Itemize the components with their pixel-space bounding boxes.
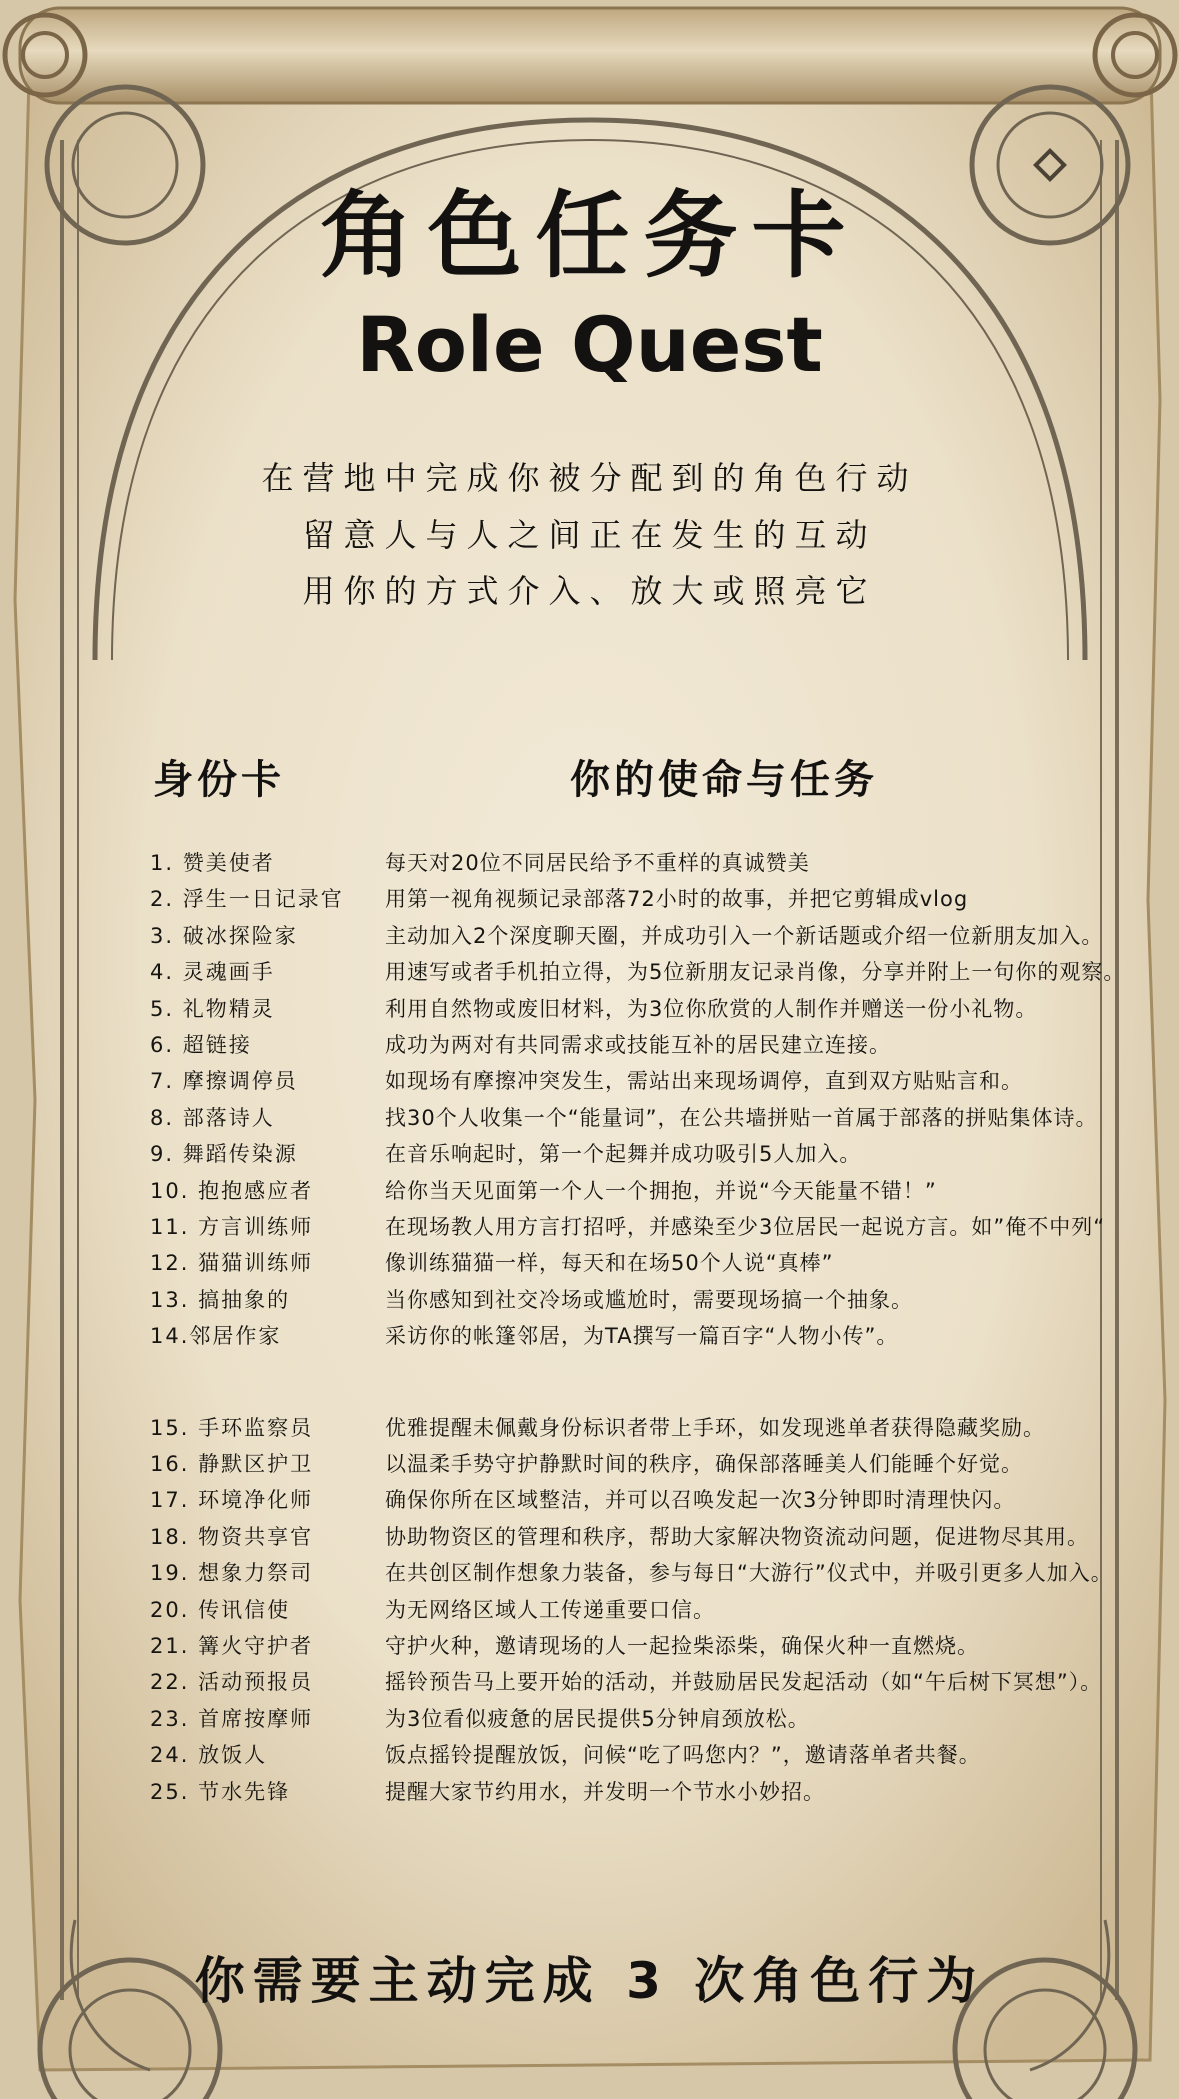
- role-row: [150, 921, 1160, 951]
- role-mission: 优雅提醒未佩戴身份标识者带上手环，如发现逃单者获得隐藏奖励。: [385, 1415, 1045, 1440]
- role-name: 3. 破冰探险家: [150, 923, 298, 948]
- role-mission: 当你感知到社交冷场或尴尬时，需要现场搞一个抽象。: [385, 1287, 913, 1312]
- role-mission: 在音乐响起时，第一个起舞并成功吸引5人加入。: [385, 1142, 862, 1167]
- role-mission: 提醒大家节约用水，并发明一个节水小妙招。: [385, 1779, 825, 1804]
- role-row: [150, 1212, 1160, 1242]
- role-name: 20. 传讯信使: [150, 1597, 291, 1622]
- role-name: 24. 放饭人: [150, 1743, 268, 1768]
- role-name: 11. 方言训练师: [150, 1215, 314, 1239]
- role-name: 1. 赞美使者: [150, 851, 275, 875]
- role-name: 17. 环境净化师: [150, 1488, 314, 1513]
- role-mission: 守护火种，邀请现场的人一起捡柴添柴，确保火种一直燃烧。: [385, 1634, 979, 1658]
- mission-column-header: 你的使命与任务: [570, 757, 878, 803]
- role-row: [150, 1667, 1160, 1697]
- role-mission: 摇铃预告马上要开始的活动，并鼓励居民发起活动（如“午后树下冥想”）。: [385, 1670, 1103, 1695]
- role-row: [150, 884, 1160, 914]
- role-mission: 每天对20位不同居民给予不重样的真诚赞美: [385, 851, 810, 875]
- role-mission: 以温柔手势守护静默时间的秩序，确保部落睡美人们能睡个好觉。: [385, 1452, 1023, 1476]
- role-name: 15. 手环监察员: [150, 1415, 314, 1440]
- role-row: [150, 1321, 1160, 1351]
- role-row: [150, 1522, 1160, 1552]
- role-name: 6. 超链接: [150, 1033, 252, 1057]
- role-row: [150, 1485, 1160, 1515]
- role-mission: 利用自然物或废旧材料，为3位你欣赏的人制作并赠送一份小礼物。: [385, 996, 1038, 1021]
- role-mission: 主动加入2个深度聊天圈，并成功引入一个新话题或介绍一位新朋友加入。: [385, 923, 1104, 948]
- role-row: [150, 1413, 1160, 1443]
- role-row: [150, 1066, 1160, 1096]
- role-mission: 找30个人收集一个“能量词”，在公共墙拼贴一首属于部落的拼贴集体诗。: [385, 1105, 1098, 1130]
- intro-line-1: 在营地中完成你被分配到的角色行动: [261, 459, 918, 497]
- role-row: [150, 1558, 1160, 1588]
- role-name: 19. 想象力祭司: [150, 1561, 314, 1586]
- role-mission: 用速写或者手机拍立得，为5位新朋友记录肖像，分享并附上一句你的观察。: [385, 960, 1126, 985]
- role-row: [150, 1631, 1160, 1661]
- identity-column-header: 身份卡: [153, 757, 285, 803]
- role-row: [150, 1285, 1160, 1315]
- role-mission: 饭点摇铃提醒放饭，问候“吃了吗您内？”，邀请落单者共餐。: [385, 1743, 981, 1768]
- role-name: 7. 摩擦调停员: [150, 1069, 298, 1094]
- role-mission: 成功为两对有共同需求或技能互补的居民建立连接。: [385, 1033, 891, 1057]
- role-mission: 给你当天见面第一个人一个拥抱，并说“今天能量不错！”: [385, 1178, 937, 1203]
- role-mission: 为无网络区域人工传递重要口信。: [385, 1597, 715, 1622]
- card-title: 角色任务卡: [319, 182, 860, 291]
- role-name: 5. 礼物精灵: [150, 996, 275, 1021]
- intro-line-2: 留意人与人之间正在发生的互动: [302, 516, 877, 554]
- role-name: 16. 静默区护卫: [150, 1452, 314, 1476]
- role-name: 22. 活动预报员: [150, 1670, 314, 1695]
- role-name: 12. 猫猫训练师: [150, 1251, 314, 1276]
- role-row: [150, 1740, 1160, 1770]
- role-mission: 采访你的帐篷邻居，为TA撰写一篇百字“人物小传”。: [385, 1324, 899, 1349]
- role-row: [150, 957, 1160, 987]
- top-scroll-roll: [20, 8, 1160, 103]
- role-mission: 为3位看似疲惫的居民提供5分钟肩颈放松。: [385, 1706, 810, 1731]
- role-row: [150, 1248, 1160, 1278]
- role-mission: 用第一视角视频记录部落72小时的故事，并把它剪辑成vlog: [385, 887, 969, 912]
- role-name: 4. 灵魂画手: [150, 960, 275, 985]
- role-name: 23. 首席按摩师: [150, 1706, 314, 1731]
- role-row: [150, 1139, 1160, 1169]
- role-name: 8. 部落诗人: [150, 1105, 275, 1130]
- role-name: 21. 篝火守护者: [150, 1634, 314, 1658]
- role-row: [150, 994, 1160, 1024]
- role-row: [150, 1176, 1160, 1206]
- card-subtitle: Role Quest: [356, 300, 823, 389]
- role-row: [150, 1030, 1160, 1060]
- role-mission: 在现场教人用方言打招呼，并感染至少3位居民一起说方言。如”俺不中列“: [385, 1215, 1106, 1239]
- role-mission: 像训练猫猫一样，每天和在场50个人说“真棒”: [385, 1251, 834, 1276]
- role-row: [150, 1704, 1160, 1734]
- role-row: [150, 848, 1160, 878]
- role-name: 14.邻居作家: [150, 1324, 282, 1349]
- role-name: 18. 物资共享官: [150, 1524, 314, 1549]
- intro-line-3: 用你的方式介入、放大或照亮它: [302, 572, 877, 610]
- role-mission: 在共创区制作想象力装备，参与每日“大游行”仪式中，并吸引更多人加入。: [385, 1561, 1113, 1586]
- role-name: 25. 节水先锋: [150, 1779, 291, 1804]
- role-mission: 协助物资区的管理和秩序，帮助大家解决物资流动问题，促进物尽其用。: [385, 1524, 1089, 1549]
- role-row: [150, 1595, 1160, 1625]
- role-name: 9. 舞蹈传染源: [150, 1142, 298, 1167]
- role-row: [150, 1777, 1160, 1807]
- role-row: [150, 1103, 1160, 1133]
- role-name: 13. 搞抽象的: [150, 1287, 291, 1312]
- role-name: 2. 浮生一日记录官: [150, 887, 344, 912]
- role-mission: 确保你所在区域整洁，并可以召唤发起一次3分钟即时清理快闪。: [385, 1488, 1016, 1513]
- role-row: [150, 1449, 1160, 1479]
- role-name: 10. 抱抱感应者: [150, 1178, 314, 1203]
- footer-requirement: 你需要主动完成 3 次角色行为: [194, 1952, 985, 2010]
- role-mission: 如现场有摩擦冲突发生，需站出来现场调停，直到双方贴贴言和。: [385, 1069, 1023, 1094]
